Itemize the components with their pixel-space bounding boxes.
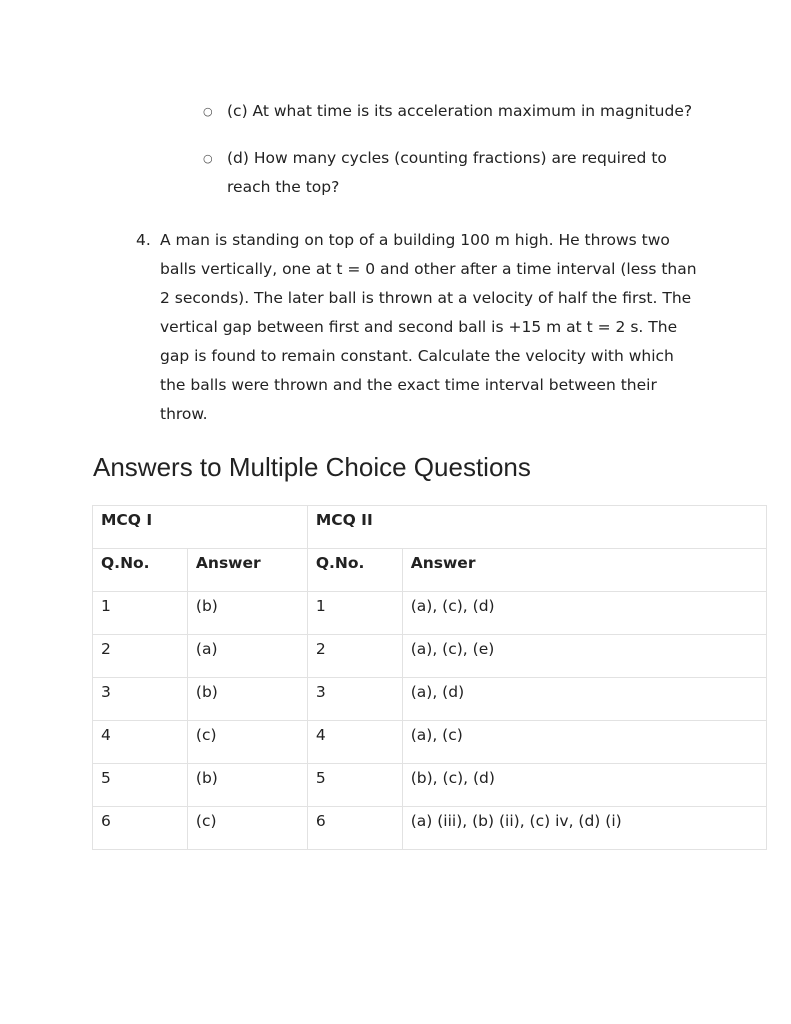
section-heading: Answers to Multiple Choice Questions bbox=[93, 452, 531, 482]
table-row bbox=[93, 764, 767, 807]
table-cell: 5 bbox=[307, 764, 402, 807]
table-cell: (b) bbox=[187, 678, 307, 721]
table-cell: (c) bbox=[187, 721, 307, 764]
column-header: Q.No. bbox=[93, 549, 188, 592]
group-header-mcq-1: MCQ I bbox=[93, 506, 308, 549]
question-4-text: A man is standing on top of a building 100 m high. He throws two balls vertically, one at t = 0 and other after a time interval (less than 2 seconds). The later ball is thrown at a velocity of half the first. The vertical gap between first and second ball is +15 m at t = 2 s. The gap is found to remain constant. Calculate the velocity with which the balls were thrown and the exact time interval between their throw. bbox=[160, 231, 697, 423]
table-cell: 3 bbox=[93, 678, 188, 721]
table-cell: (a), (d) bbox=[402, 678, 766, 721]
table-cell: 5 bbox=[93, 764, 188, 807]
table-cell: (a), (c), (e) bbox=[402, 635, 766, 678]
sub-question-c: (c) At what time is its acceleration maximum in magnitude? bbox=[227, 102, 693, 120]
table-row bbox=[93, 635, 767, 678]
table-cell: 4 bbox=[93, 721, 188, 764]
bullet-icon: ○ bbox=[203, 105, 213, 118]
table-cell: (a), (c) bbox=[402, 721, 766, 764]
column-header: Answer bbox=[402, 549, 766, 592]
table-cell: 6 bbox=[307, 807, 402, 850]
table-cell: 2 bbox=[93, 635, 188, 678]
table-cell: 1 bbox=[307, 592, 402, 635]
table-row bbox=[93, 807, 767, 850]
table-group-header-row bbox=[93, 506, 767, 549]
table-column-header-row bbox=[93, 549, 767, 592]
table-cell: 4 bbox=[307, 721, 402, 764]
column-header: Answer bbox=[187, 549, 307, 592]
table-row bbox=[93, 678, 767, 721]
table-cell: (a), (c), (d) bbox=[402, 592, 766, 635]
group-header-mcq-2: MCQ II bbox=[307, 506, 766, 549]
table-cell: (b) bbox=[187, 592, 307, 635]
answers-table bbox=[92, 505, 767, 850]
table-cell: (c) bbox=[187, 807, 307, 850]
table-cell: (b) bbox=[187, 764, 307, 807]
table-row bbox=[93, 592, 767, 635]
sub-question-d: (d) How many cycles (counting fractions) are required to reach the top? bbox=[227, 149, 667, 196]
bullet-icon: ○ bbox=[203, 152, 213, 165]
table-cell: 6 bbox=[93, 807, 188, 850]
table-cell: 1 bbox=[93, 592, 188, 635]
column-header: Q.No. bbox=[307, 549, 402, 592]
table-cell: (a) bbox=[187, 635, 307, 678]
table-cell: (a) (iii), (b) (ii), (c) iv, (d) (i) bbox=[402, 807, 766, 850]
table-cell: 3 bbox=[307, 678, 402, 721]
table-cell: (b), (c), (d) bbox=[402, 764, 766, 807]
question-number: 4. bbox=[136, 231, 151, 249]
table-row bbox=[93, 721, 767, 764]
table-cell: 2 bbox=[307, 635, 402, 678]
